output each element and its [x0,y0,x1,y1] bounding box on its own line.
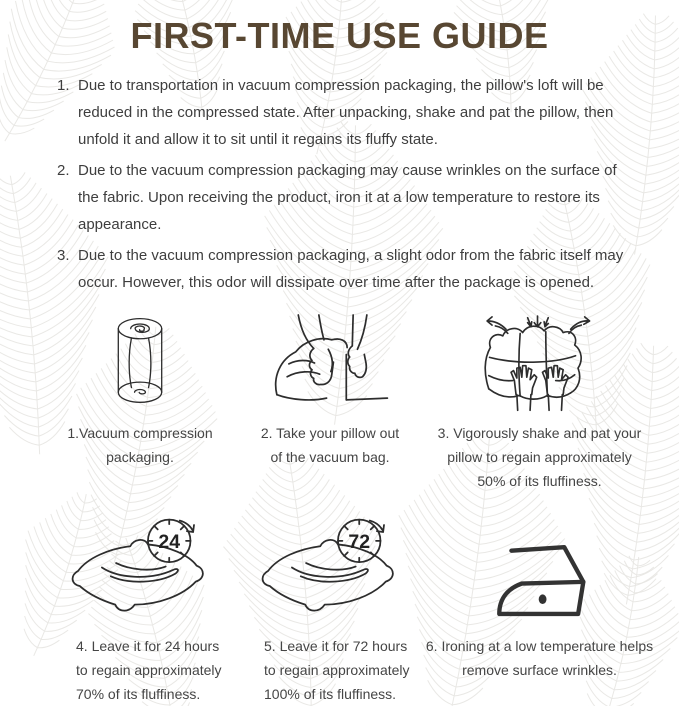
step-cell-5 [240,493,420,706]
note-line: Due to the vacuum compression packaging may cause wrinkles on the surface of [78,162,617,179]
step-caption-line: 5. Leave it for 72 hours [264,638,408,654]
step-caption-line: 2. Take your pillow out [260,425,400,441]
clock-24-label: 24 [158,530,181,553]
step-cell-3 [420,300,659,493]
note-text [78,242,623,296]
note-line: Due to transportation in vacuum compression packaging, the pillow's loft will be [78,77,604,94]
step-caption-line: 4. Leave it for 24 hours [76,638,220,654]
note-line: unfold it and allow it to sit until it regains its fluffy state. [78,131,438,148]
step-caption-line: packaging. [106,449,174,465]
notes-list [57,72,649,296]
note-line: appearance. [78,216,162,233]
step-cell-1 [40,300,240,493]
steps-grid [0,300,679,706]
note-text [78,157,617,238]
take-pillow-out-icon [270,314,390,412]
pillow-24h-icon [64,517,216,625]
step-caption [40,421,240,469]
note-line: the fabric. Upon receiving the product, iron it at a low temperature to restore its [78,189,600,206]
step-cell-2 [240,300,420,493]
note-number: 3. [57,247,70,264]
note-item [57,157,649,238]
clock-72-label: 72 [348,530,371,553]
step-caption [240,421,420,469]
vacuum-compression-packaging-icon [109,312,171,412]
note-line: occur. However, this odor will dissipate over time after the package is opened. [78,274,595,291]
step-cell-4 [40,493,240,706]
note-line: reduced in the compressed state. After unpacking, shake and pat the pillow, then [78,104,614,121]
step-caption-line: 6. Ironing at a low temperature helps [425,638,654,654]
note-number: 1. [57,77,70,94]
step-caption-line: to regain approximately [264,662,410,678]
step-caption [420,634,659,682]
step-caption-line: to regain approximately [76,662,222,678]
note-item [57,72,649,153]
pillow-72h-icon [254,517,406,625]
step-cell-6 [420,493,659,706]
note-item [57,242,649,296]
step-caption [40,634,240,706]
step-caption [240,634,420,706]
step-caption-line: remove surface wrinkles. [462,662,617,678]
step-caption-line: 1.Vacuum compression [67,425,213,441]
note-text [78,72,613,153]
step-caption-line: 3. Vigorously shake and pat your [437,425,642,441]
note-number: 2. [57,162,70,179]
step-caption-line: 70% of its fluffiness. [76,686,201,702]
step-caption-line: 100% of its fluffiness. [264,686,397,702]
use-guide-page [0,15,679,702]
note-line: Due to the vacuum compression packaging, a slight odor from the fabric itself may [78,247,624,264]
shake-and-pat-icon [478,316,602,412]
step-caption [420,421,659,493]
step-caption-line: pillow to regain approximately [447,449,632,465]
step-caption-line: 50% of its fluffiness. [477,473,602,489]
step-caption-line: of the vacuum bag. [270,449,390,465]
page-title: FIRST-TIME USE GUIDE [130,15,549,56]
iron-icon [488,537,592,625]
